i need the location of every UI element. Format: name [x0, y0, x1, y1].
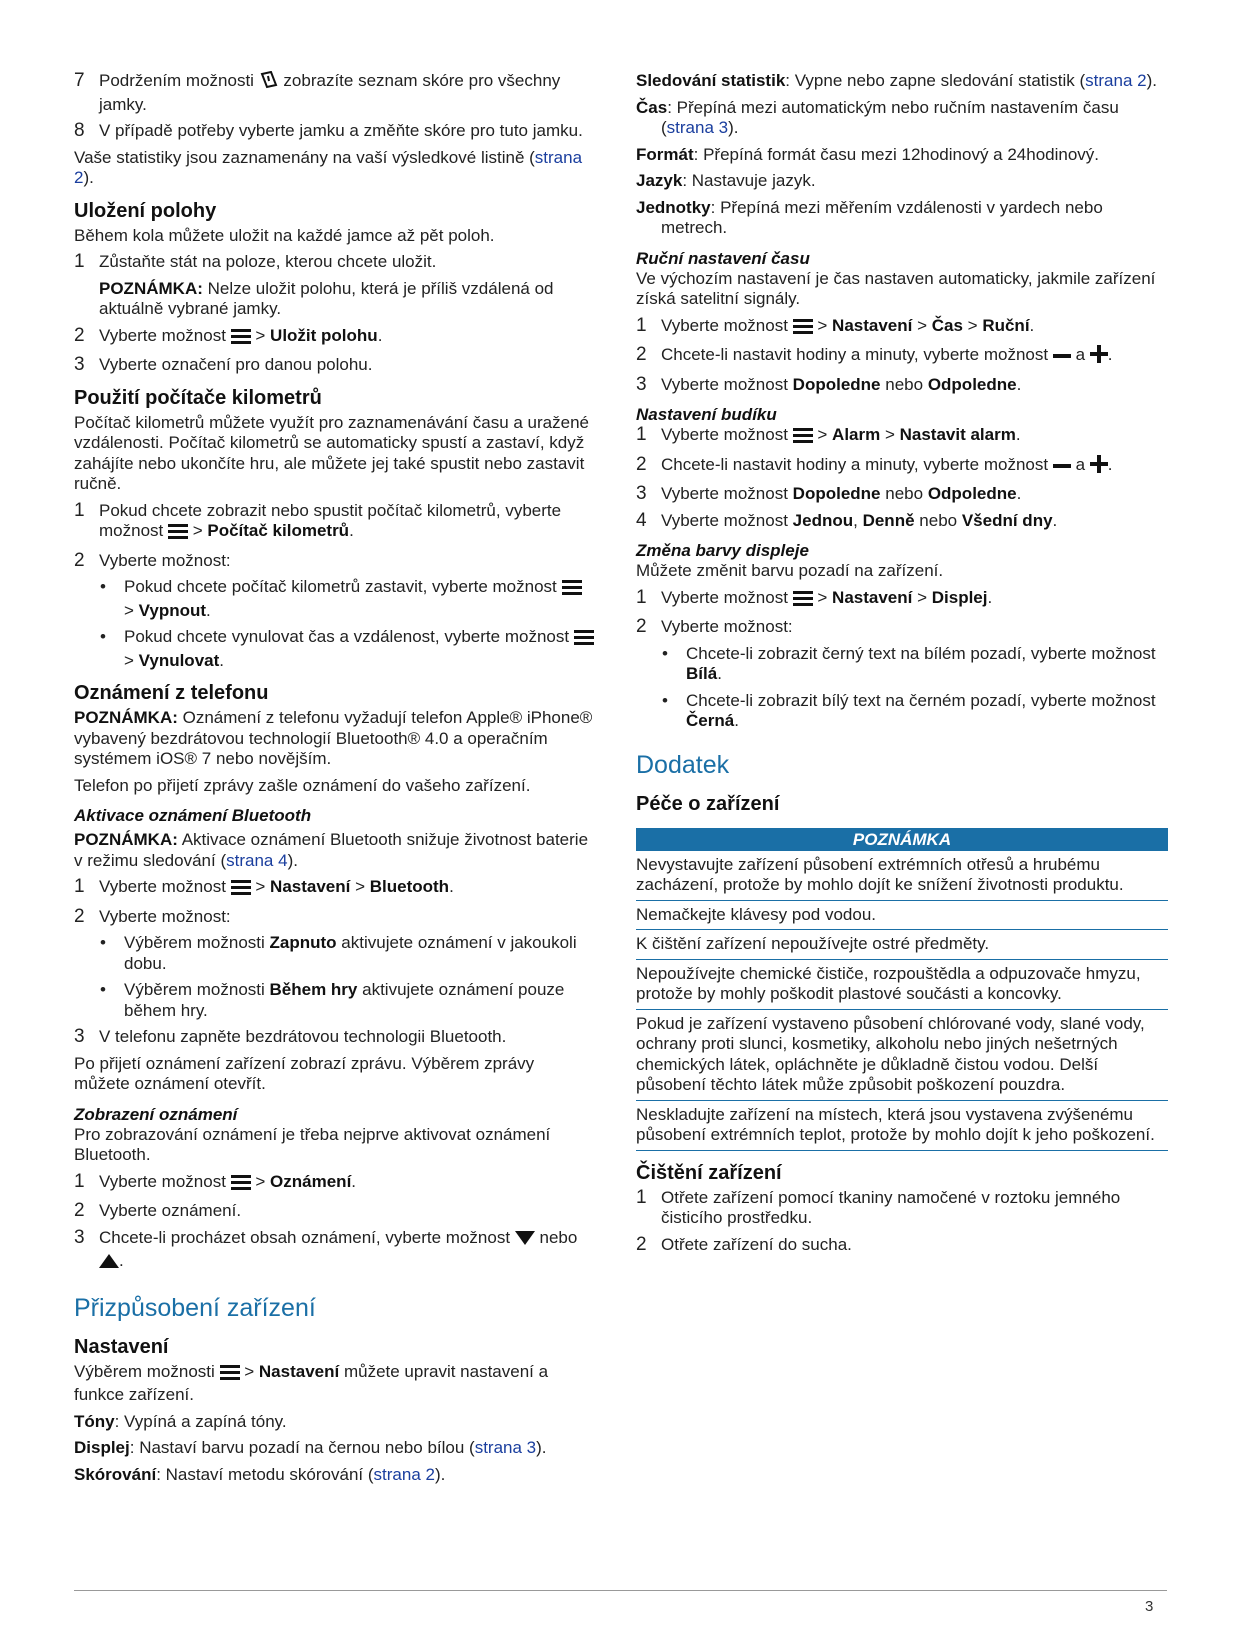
step-2: 2 Vyberte oznámení.: [74, 1200, 242, 1221]
up-arrow-icon: [99, 1253, 119, 1275]
step-1: 1 Zůstaňte stát na poloze, kterou chcete uložit.: [74, 251, 437, 272]
page-link[interactable]: strana 2: [74, 147, 583, 187]
step-7: 7 Podržením možnosti zobrazíte seznam skóre pro všechny jamky.: [74, 70, 561, 114]
definition-jednotky: Jednotky: Přepíná mezi měřením vzdálenosti v yardech nebo metrech.: [636, 197, 1103, 237]
footer-divider: [74, 1590, 1167, 1591]
step-1: 1 Vyberte možnost > Nastavení > Bluetooth.: [74, 877, 594, 901]
note: POZNÁMKA: Nelze uložit polohu, která je příliš vzdálená od aktuálně vybrané jamky.: [99, 278, 554, 318]
step-1: 1 Vyberte možnost > Oznámení.: [74, 1172, 594, 1196]
heading-rucni: Ruční nastavení času: [636, 248, 810, 268]
paragraph: Ve výchozím nastavení je čas nastaven automaticky, jakmile zařízení získá satelitní signály.: [636, 268, 1156, 308]
heading-aktivace: Aktivace oznámení Bluetooth: [74, 806, 312, 825]
menu-icon: [220, 1365, 240, 1386]
paragraph: Po přijetí oznámení zařízení zobrazí zprávu. Výběrem zprávy můžete oznámení otevřít.: [74, 1053, 535, 1093]
page-link[interactable]: strana 4: [226, 850, 288, 870]
paragraph: Pro zobrazování oznámení je třeba nejprve aktivovat oznámení Bluetooth.: [74, 1124, 551, 1164]
menu-icon: [231, 880, 251, 901]
left-column: [74, 71, 594, 1491]
definition-format: Formát: Přepíná formát času mezi 12hodinový a 24hodinový.: [636, 144, 1100, 164]
step-3: 3 Vyberte označení pro danou polohu.: [74, 354, 373, 375]
heading-budik: Nastavení budíku: [636, 405, 777, 424]
menu-icon: [168, 524, 188, 545]
step-1: 1 Vyberte možnost > Nastavení > Čas > Ruční.: [636, 316, 1168, 340]
heading-nastaveni: Nastavení: [74, 1335, 169, 1358]
paragraph: Výběrem možnosti > Nastavení můžete upravit nastavení a funkce zařízení.: [74, 1361, 549, 1404]
step-8: 8 V případě potřeby vyberte jamku a změňte skóre pro tuto jamku.: [74, 120, 583, 141]
plus-icon: [1090, 455, 1108, 479]
menu-icon: [793, 319, 813, 340]
menu-icon: [231, 1175, 251, 1196]
note: POZNÁMKA: Aktivace oznámení Bluetooth snižuje životnost baterie v režimu sledování (strana 4).: [74, 830, 589, 870]
callout-item: Neskladujte zařízení na místech, která jsou vystavena zvýšenému působení extrémních teplot, protože by mohlo dojít k jeho poškození.: [636, 1105, 1168, 1151]
page-link[interactable]: strana 2: [373, 1464, 435, 1484]
step-1: 1 Pokud chcete zobrazit nebo spustit počítač kilometrů, vyberte možnost > Počítač kilometrů.: [74, 501, 594, 545]
menu-icon: [231, 329, 251, 350]
heading-barva: Změna barvy displeje: [636, 541, 809, 560]
definition-tony: Tóny: Vypíná a zapíná tóny.: [74, 1411, 287, 1431]
page-number: 3: [1145, 1598, 1154, 1615]
page-link[interactable]: strana 2: [1085, 71, 1147, 90]
page-link[interactable]: strana 3: [474, 1438, 537, 1457]
paragraph: Počítač kilometrů můžete využít pro zaznamenávání času a uražené vzdálenosti. Počítač kilometrů se automaticky spustí a zastaví, když zahájíte nebo ukončíte hru, ale můžete jej také spustit nebo zastavit ručně.: [74, 412, 589, 493]
right-column: [636, 71, 1168, 1261]
step-1: 1 Vyberte možnost > Alarm > Nastavit alarm.: [636, 425, 1168, 449]
paragraph: Můžete změnit barvu pozadí na zařízení.: [636, 561, 944, 580]
stats-paragraph: Vaše statistiky jsou zaznamenány na vaší výsledkové listině (strana 2).: [74, 147, 583, 187]
step-3: 3 V telefonu zapněte bezdrátovou technologii Bluetooth.: [74, 1026, 507, 1047]
bullet-item: • Pokud chcete vynulovat čas a vzdálenost, vyberte možnost > Vynulovat.: [74, 627, 594, 671]
heading-prizpusobeni: Přizpůsobení zařízení: [74, 1293, 316, 1322]
plus-icon: [1090, 345, 1108, 369]
heading-pece: Péče o zařízení: [636, 792, 780, 815]
callout-item: Nepoužívejte chemické čističe, rozpouštědla a odpuzovače hmyzu, protože by mohly poškodit plastové součásti a koncovky.: [636, 964, 1168, 1010]
heading-cisteni: Čištění zařízení: [636, 1161, 782, 1184]
paragraph: Telefon po přijetí zprávy zašle oznámení do vašeho zařízení.: [74, 775, 531, 795]
step-2: 2 Chcete-li nastavit hodiny a minuty, vyberte možnost a .: [636, 455, 1168, 479]
step-1: 1 Otřete zařízení pomocí tkaniny namočené v roztoku jemného čisticího prostředku.: [636, 1186, 1121, 1227]
step-3: 3 Vyberte možnost Dopoledne nebo Odpoledne.: [636, 373, 1022, 395]
step-2: 2 Otřete zařízení do sucha.: [636, 1233, 852, 1255]
callout-item: Pokud je zařízení vystaveno působení chlórované vody, slané vody, ochrany proti slunci, kosmetiky, alkoholu nebo jiných nešetrných chemických látek, opláchněte je důkladně čistou vodou. Delší působení těchto látek může způsobit poškození pouzdra.: [636, 1014, 1168, 1101]
callout-title: POZNÁMKA: [636, 828, 1168, 851]
step-2: 2 Chcete-li nastavit hodiny a minuty, vyberte možnost a .: [636, 345, 1168, 369]
callout-item: K čištění zařízení nepoužívejte ostré předměty.: [636, 934, 1168, 960]
step-3: 3 Chcete-li procházet obsah oznámení, vyberte možnost nebo .: [74, 1228, 594, 1275]
step-4: 4 Vyberte možnost Jednou, Denně nebo Všední dny.: [636, 509, 1058, 531]
page-link[interactable]: strana 3: [666, 118, 729, 137]
step-2: 2 Vyberte možnost:: [74, 905, 231, 927]
definition-cas: Čas: Přepíná mezi automatickým nebo ručním nastavením času (strana 3).: [636, 97, 1119, 137]
note: POZNÁMKA: Oznámení z telefonu vyžadují telefon Apple® iPhone® vybavený bezdrátovou technologií Bluetooth® 4.0 a operačním systémem iOS® 7 nebo novějším.: [74, 708, 593, 768]
heading-pocitac: Použití počítače kilometrů: [74, 386, 322, 409]
definition-displej: Displej: Nastaví barvu pozadí na černou nebo bílou (strana 3).: [74, 1438, 547, 1457]
callout-item: Nemačkejte klávesy pod vodou.: [636, 905, 1168, 931]
bullet-item: • Chcete-li zobrazit bílý text na černém pozadí, vyberte možnost Černá.: [662, 690, 1156, 730]
bullet-item: • Chcete-li zobrazit černý text na bílém pozadí, vyberte možnost Bílá.: [662, 643, 1156, 683]
bullet-item: • Pokud chcete počítač kilometrů zastavit, vyberte možnost > Vypnout.: [74, 577, 594, 621]
minus-icon: [1053, 458, 1071, 479]
step-2: 2 Vyberte možnost:: [74, 549, 231, 571]
scorecard-icon: [259, 71, 279, 95]
heading-dodatek: Dodatek: [636, 750, 730, 779]
step-2: 2 Vyberte možnost > Uložit polohu.: [74, 326, 594, 350]
heading-zobrazeni: Zobrazení oznámení: [74, 1104, 238, 1124]
bullet-item: • Výběrem možnosti Zapnuto aktivujete oznámení v jakoukoli dobu.: [100, 933, 577, 973]
paragraph: Během kola můžete uložit na každé jamce až pět poloh.: [74, 225, 495, 245]
definition-skorovani: Skórování: Nastaví metodu skórování (strana 2).: [74, 1464, 446, 1484]
minus-icon: [1053, 348, 1071, 369]
definition-jazyk: Jazyk: Nastavuje jazyk.: [636, 171, 816, 190]
menu-icon: [793, 591, 813, 612]
step-2: 2 Vyberte možnost:: [636, 616, 793, 637]
heading-oznameni: Oznámení z telefonu: [74, 682, 269, 704]
menu-icon: [574, 630, 594, 651]
callout-item: Nevystavujte zařízení působení extrémních otřesů a hrubému zacházení, protože by mohlo dojít ke snížení životnosti produktu.: [636, 855, 1168, 901]
heading-ulozeni: Uložení polohy: [74, 199, 217, 222]
step-3: 3 Vyberte možnost Dopoledne nebo Odpoledne.: [636, 483, 1022, 504]
down-arrow-icon: [515, 1230, 535, 1252]
bullet-item: • Výběrem možnosti Během hry aktivujete oznámení pouze během hry.: [100, 980, 565, 1020]
menu-icon: [793, 428, 813, 449]
menu-icon: [562, 580, 582, 601]
definition-sledovani: Sledování statistik: Vypne nebo zapne sledování statistik (strana 2).: [636, 71, 1157, 90]
step-1: 1 Vyberte možnost > Nastavení > Displej.: [636, 588, 1168, 612]
